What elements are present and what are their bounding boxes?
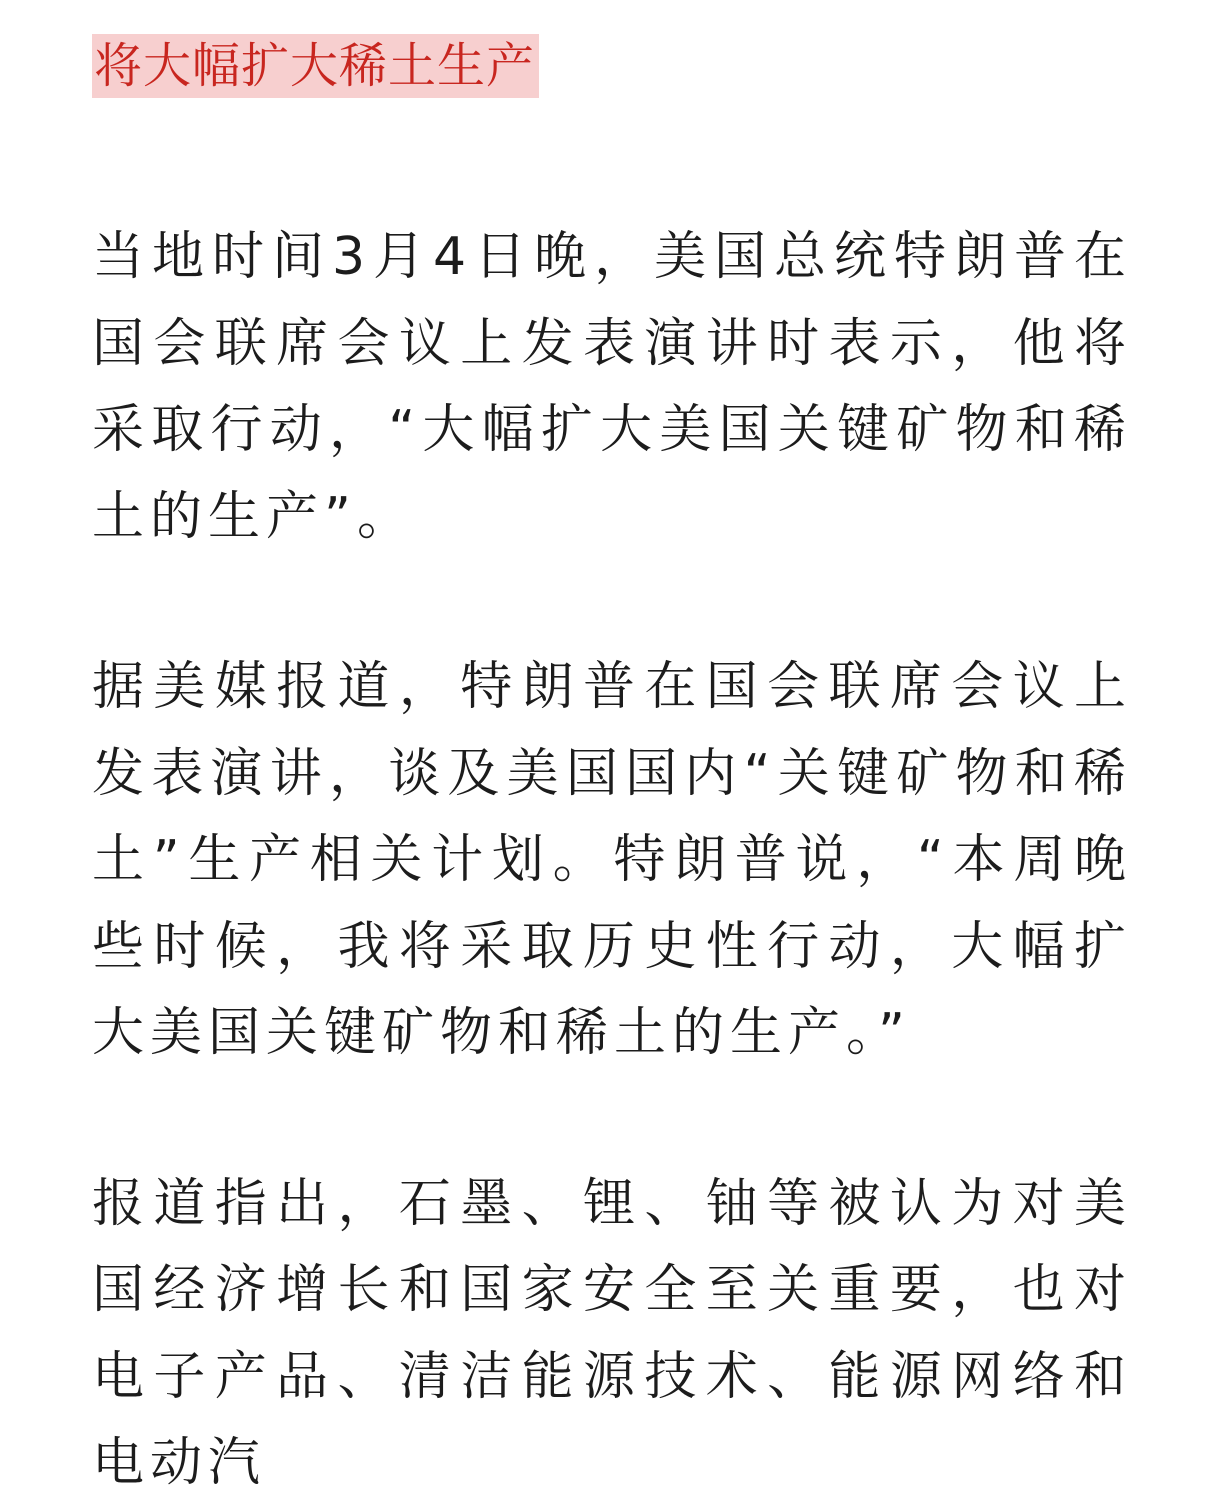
paragraph: 报道指出，石墨、锂、铀等被认为对美国经济增长和国家安全至关重要，也对电子产品、清洁能源技术、能源网络和电动汽 xyxy=(92,1173,1132,1493)
paragraph: 当地时间3月4日晚，美国总统特朗普在国会联席会议上发表演讲时表示，他将采取行动，“大幅扩大美国关键矿物和稀土的生产”。 xyxy=(92,227,1132,547)
section-heading: 将大幅扩大稀土生产 xyxy=(92,34,539,98)
section-heading-wrapper xyxy=(92,34,1132,98)
article xyxy=(92,34,1132,1507)
paragraph: 据美媒报道，特朗普在国会联席会议上发表演讲，谈及美国国内“关键矿物和稀土”生产相关计划。特朗普说，“本周晚些时候，我将采取历史性行动，大幅扩大美国关键矿物和稀土的生产。” xyxy=(92,657,1132,1063)
